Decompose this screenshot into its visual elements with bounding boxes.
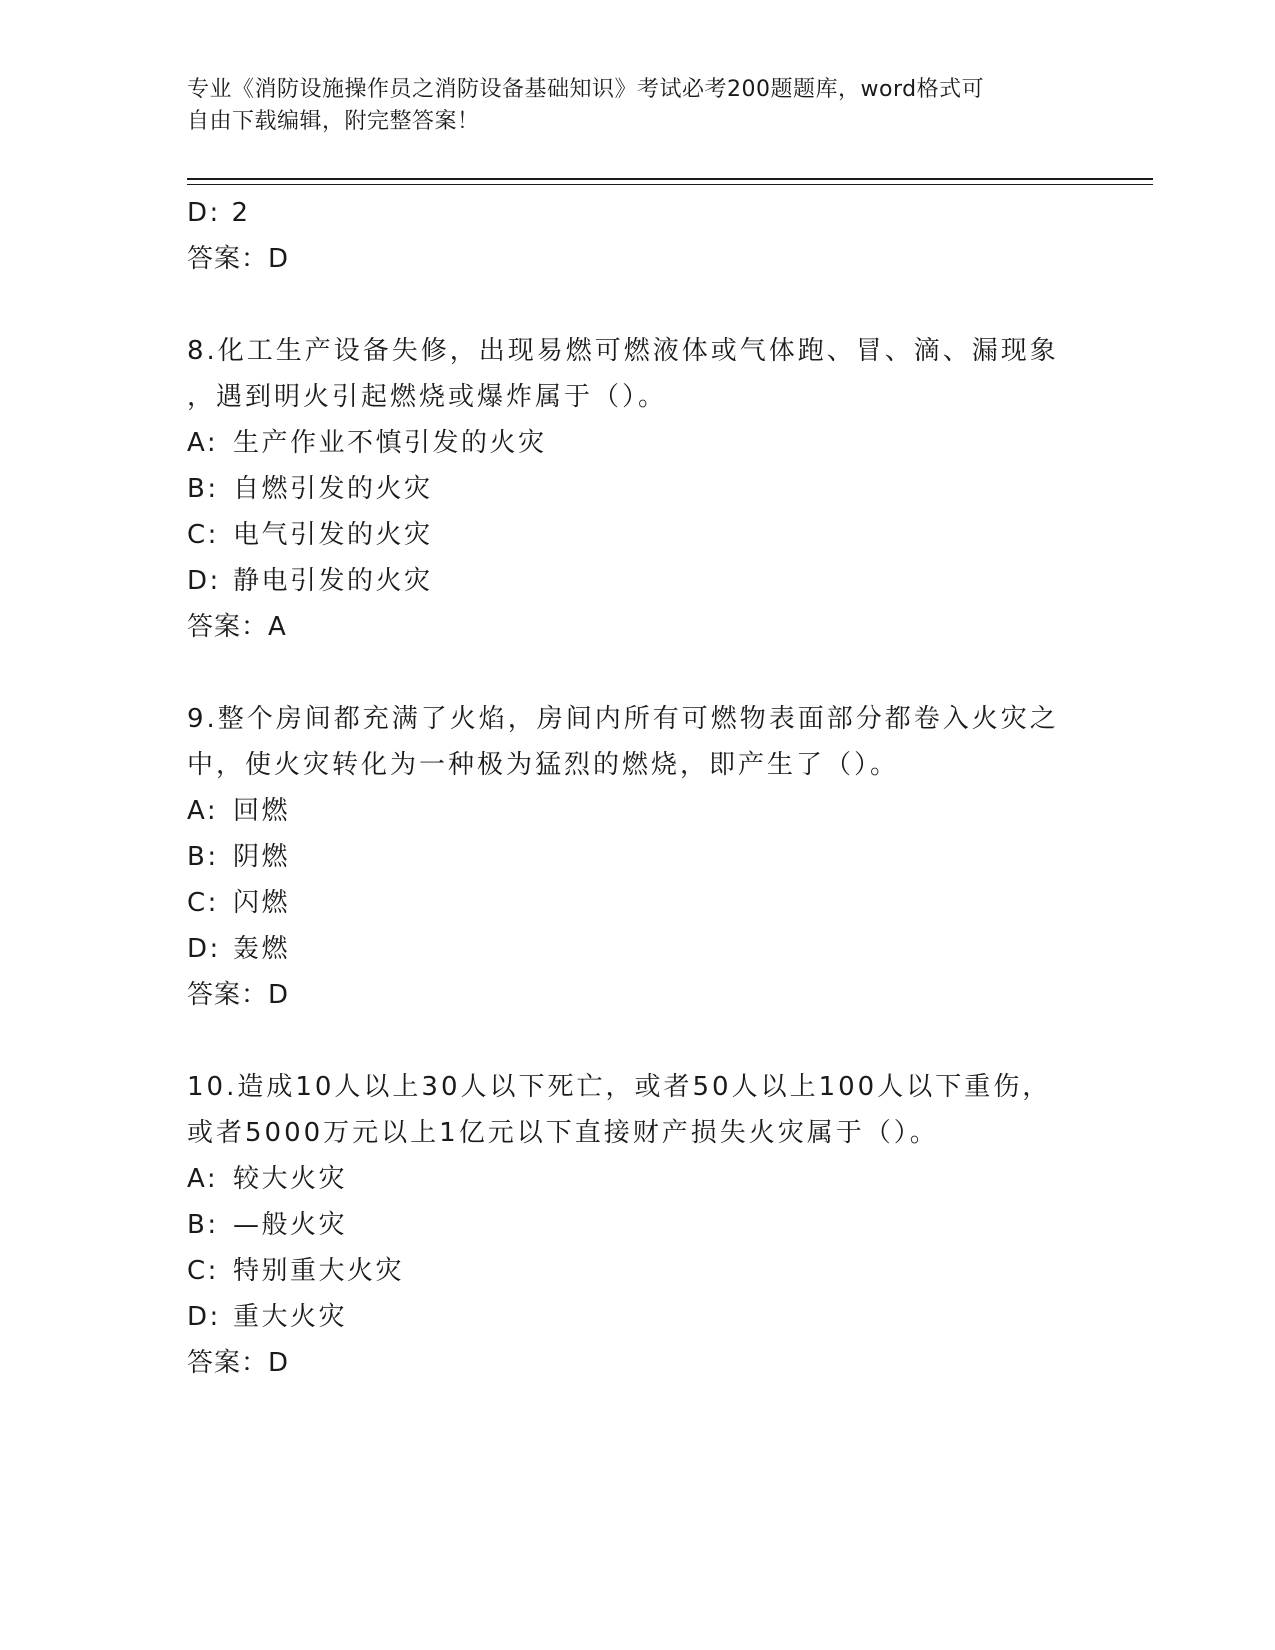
option-label: A: bbox=[187, 1164, 219, 1194]
option-d bbox=[187, 558, 1067, 604]
header-line-2: 自由下载编辑，附完整答案！ bbox=[187, 109, 480, 134]
spacer bbox=[187, 1018, 1067, 1064]
answer-line: 答案：D bbox=[187, 244, 290, 274]
question-stem-line-2: 或者5000万元以上1亿元以下直接财产损失火灾属于（）。 bbox=[187, 1118, 939, 1148]
spacer bbox=[187, 650, 1067, 696]
answer-line: 答案：D bbox=[187, 980, 290, 1010]
question-stem-line-2: 中，使火灾转化为一种极为猛烈的燃烧，即产生了（）。 bbox=[187, 750, 900, 780]
option-b bbox=[187, 834, 1067, 880]
option-text: 重大火灾 bbox=[233, 1302, 348, 1332]
option-c bbox=[187, 512, 1067, 558]
option-a bbox=[187, 420, 1067, 466]
option-label: D: bbox=[187, 566, 221, 596]
question-10 bbox=[187, 1064, 1067, 1386]
spacer bbox=[187, 282, 1067, 328]
option-text: 较大火灾 bbox=[233, 1164, 348, 1194]
option-text: 生产作业不慎引发的火灾 bbox=[233, 428, 547, 458]
option-text: 静电引发的火灾 bbox=[233, 566, 433, 596]
option-text: 特别重大火灾 bbox=[233, 1256, 405, 1286]
option-text: —般火灾 bbox=[233, 1210, 348, 1240]
option-b bbox=[187, 1202, 1067, 1248]
question-stem-line-1: 10.造成10人以上30人以下死亡，或者50人以上100人以下重伤， bbox=[187, 1072, 1052, 1102]
option-a bbox=[187, 1156, 1067, 1202]
option-label: B: bbox=[187, 1210, 219, 1240]
previous-question-tail bbox=[187, 190, 1067, 282]
option-label: C: bbox=[187, 1256, 219, 1286]
option-a bbox=[187, 788, 1067, 834]
question-stem-line-2: ，遇到明火引起燃烧或爆炸属于（）。 bbox=[187, 382, 668, 412]
header-divider-thick bbox=[187, 178, 1153, 180]
option-b bbox=[187, 466, 1067, 512]
option-label: A: bbox=[187, 428, 219, 458]
question-stem-line-1: 8.化工生产设备失修，出现易燃可燃液体或气体跑、冒、滴、漏现象 bbox=[187, 336, 1059, 366]
question-stem-line-1: 9.整个房间都充满了火焰，房间内所有可燃物表面部分都卷入火灾之 bbox=[187, 704, 1059, 734]
question-8 bbox=[187, 328, 1067, 650]
answer-line: 答案：A bbox=[187, 612, 287, 642]
option-text: 阴燃 bbox=[233, 842, 291, 872]
document-header bbox=[187, 74, 1067, 138]
option-label: B: bbox=[187, 474, 219, 504]
option-text: 自燃引发的火灾 bbox=[233, 474, 433, 504]
option-d bbox=[187, 1294, 1067, 1340]
option-label: D: bbox=[187, 1302, 221, 1332]
option-d: D: 2 bbox=[187, 198, 251, 228]
option-text: 闪燃 bbox=[233, 888, 291, 918]
header-line-1: 专业《消防设施操作员之消防设备基础知识》考试必考200题题库，word格式可 bbox=[187, 77, 985, 102]
option-label: B: bbox=[187, 842, 219, 872]
option-label: D: bbox=[187, 934, 221, 964]
question-9 bbox=[187, 696, 1067, 1018]
option-d bbox=[187, 926, 1067, 972]
option-label: C: bbox=[187, 888, 219, 918]
option-label: A: bbox=[187, 796, 219, 826]
option-c bbox=[187, 1248, 1067, 1294]
option-label: C: bbox=[187, 520, 219, 550]
option-c bbox=[187, 880, 1067, 926]
option-text: 回燃 bbox=[233, 796, 291, 826]
option-text: 轰燃 bbox=[233, 934, 291, 964]
header-divider-thin bbox=[187, 184, 1153, 185]
question-list bbox=[187, 190, 1067, 1386]
answer-line: 答案：D bbox=[187, 1348, 290, 1378]
option-text: 电气引发的火灾 bbox=[233, 520, 433, 550]
